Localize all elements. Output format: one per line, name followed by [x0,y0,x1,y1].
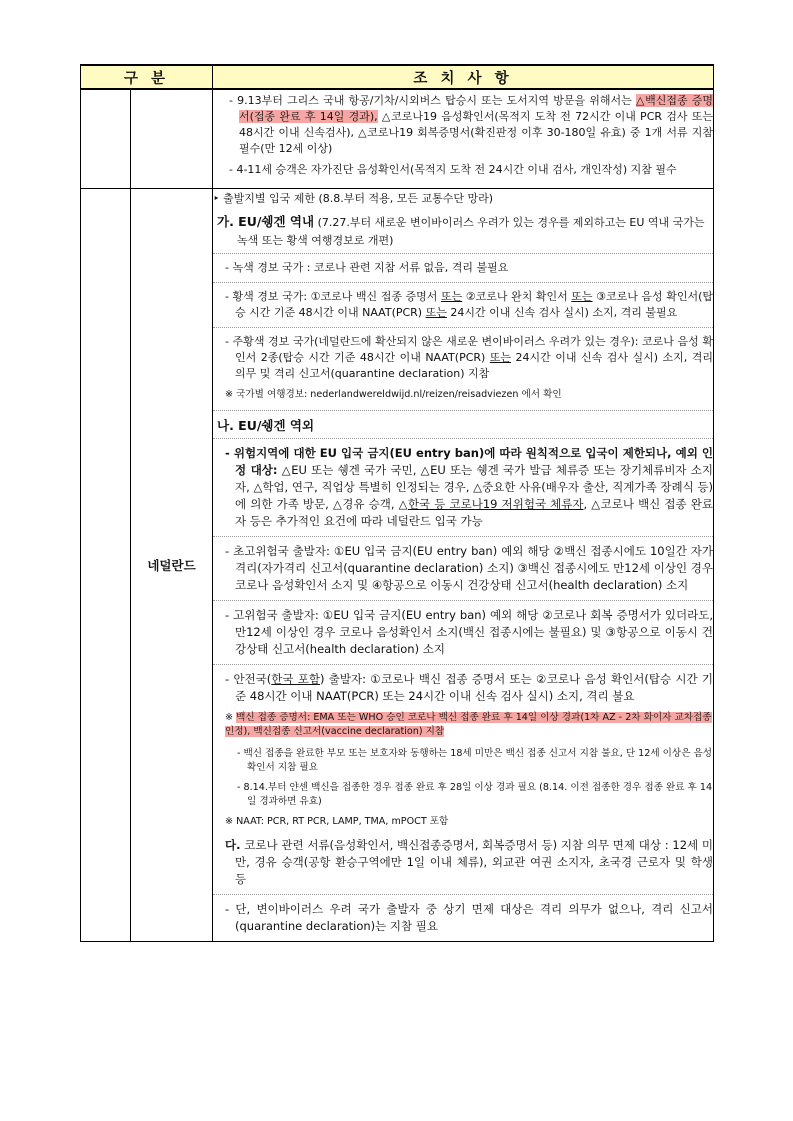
table-header-row [81,65,714,89]
variant-quarantine-item: - 단, 변이바이러스 우려 국가 출발자 중 상기 면제 대상은 격리 의무가 없으나, 격리 신고서(quarantine declaration)는 지참 필요 [225,902,713,933]
empty-country-cell [131,89,213,189]
empty-cell [81,189,131,942]
safe-country-item: - 안전국(한국 포함) 출발자: ①코로나 백신 접종 증명서 또는 ②코로나 음성 확인서(탑승 시간 기준 48시간 이내 NAAT(PCR) 또는 24시간 이내 신속 검사 실시) 소지, 격리 불요 [225,672,714,703]
high-risk-item: - 고위험국 출발자: ①EU 입국 금지(EU entry ban) 예외 해당 ②코로나 회복 증명서가 있더라도, 만12세 이상인 경우 코로나 음성확인서 소지(백신 접종시에는 불필요) 및 ③항공으로 이동시 건강상태 신고서(health declaration) 소지 [225,608,713,656]
section-da: 다. 코로나 관련 서류(음성확인서, 백신접종증명서, 회복증명서 등) 지참 의무 면제 대상 : 12세 미만, 경유 승객(공항 환승구역에만 1일 이내 체류), 외교관 여권 소지자, 초국경 근로자 및 학생 등 [225,838,713,886]
minor-exemption-note: - 백신 접종을 완료한 부모 또는 보호자와 동행하는 18세 미만은 백신 접종 신고서 지참 불요, 단 12세 이상은 음성확인서 지참 필요 [237,748,713,773]
row-greece-continued [81,89,714,189]
section-ga: 가. EU/쉥겐 역내 (7.27.부터 새로운 변이바이러스 우려가 있는 경우를 제외하고는 EU 역내 국가는 녹색 또는 황색 여행경보로 개편) [217,214,705,247]
naat-note: ※ NAAT: PCR, RT PCR, LAMP, TMA, mPOCT 포함 [225,816,449,827]
janssen-note: - 8.14.부터 얀센 백신을 접종한 경우 접종 완료 후 28일 이상 경과 필요 (8.14. 이전 접종한 경우 접종 완료 후 14일 경과하면 유효) [237,782,713,807]
greece-measures-cell [213,89,714,189]
header-category: 구 분 [81,65,213,89]
travel-alert-note: ※ 국가별 여행경보: nederlandwereldwijd.nl/reizen/reisadviezen 에서 확인 [225,389,562,400]
very-high-risk-item: - 초고위험국 출발자: ①EU 입국 금지(EU entry ban) 예외 해당 ②백신 접종시에도 10일간 자가격리(자가격리 신고서(quarantine declaration) 소지) ③백신 접종시에도 만12세 이상인 경우 코로나 음성확인서 소지 및 ④항공으로 이동시 건강상태 신고서(health declaration) 소지 [225,544,713,592]
yellow-alert-item: - 황색 경보 국가: ①코로나 백신 접종 증명서 또는 ②코로나 완치 확인서 또는 ③코로나 음성 확인서(탑승 시간 기준 48시간 이내 NAAT(PCR) 또는 24시간 이내 신속 검사 실시) 소지, 격리 불필요 [225,290,713,319]
entry-restriction-heading: ‣ 출발지별 입국 제한 (8.8.부터 적용, 모든 교통수단 망라) [213,192,494,205]
netherlands-measures-cell [213,189,714,942]
greece-children-rule: - 4-11세 승객은 자가진단 음성확인서(목적지 도착 전 24시간 이내 검사, 개인작성) 지참 필수 [229,163,677,176]
highlight-vaccine-note: 백신 접종 증명서: EMA 또는 WHO 승인 코로나 백신 접종 완료 후 14일 이상 경과(1차 AZ - 2차 화이자 교차접종 인정), 백신접종 신고서(vaccine declaration) 지참 [225,712,712,737]
country-netherlands: 네덜란드 [131,189,213,942]
vaccine-cert-note: ※ 백신 접종 증명서: EMA 또는 WHO 승인 코로나 백신 접종 완료 후 14일 이상 경과(1차 AZ - 2차 화이자 교차접종 인정), 백신접종 신고서(vaccine declaration) 지참 [225,712,712,737]
section-na: 나. EU/쉥겐 역외 [217,418,315,433]
greece-domestic-travel: - 9.13부터 그리스 국내 항공/기차/시외버스 탑승시 또는 도서지역 방문을 위해서는 △백신접종 증명서(접종 완료 후 14일 경과), △코로나19 음성확인서(목적지 도착 전 72시간 이내 PCR 검사 또는 48시간 이내 신속검사), △코로나19 회복증명서(확진판정 이후 30-180일 유효) 중 1개 서류 지참 필수(만 12세 이상) [229,94,713,155]
measures-table [80,64,714,942]
header-measures: 조 치 사 항 [213,65,714,89]
empty-cell [81,89,131,189]
entry-ban-item: - 위험지역에 대한 EU 입국 금지(EU entry ban)에 따라 원칙적으로 입국이 제한되나, 예외 인정 대상: △EU 또는 쉥겐 국가 국민, △EU 또는 쉥겐 국가 발급 체류증 또는 장기체류비자 소지자, △학업, 연구, 직업상 특별히 인정되는 경우, △중요한 사유(배우자 출산, 직계가족 장례식 등)에 의한 가족 방문, △경유 승객, △한국 등 코로나19 저위험국 체류자, △코로나 백신 접종 완료자 등은 추가적인 요건에 따라 네덜란드 입국 가능 [225,446,714,528]
row-netherlands [81,189,714,942]
highlight-vaccine-cert: △백신접종 증명서(접종 완료 후 14일 경과), [239,94,713,123]
green-alert-item: - 녹색 경보 국가 : 코로나 관련 지참 서류 없음, 격리 불필요 [225,261,509,274]
orange-alert-item: - 주황색 경보 국가(네덜란드에 확산되지 않은 새로운 변이바이러스 우려가 있는 경우): 코로나 음성 확인서 2종(탑승 시간 기준 48시간 이내 NAAT(PCR) 또는 24시간 이내 신속 검사 실시) 소지, 격리 의무 및 격리 신고서(quarantine declaration) 지참 [225,335,713,380]
